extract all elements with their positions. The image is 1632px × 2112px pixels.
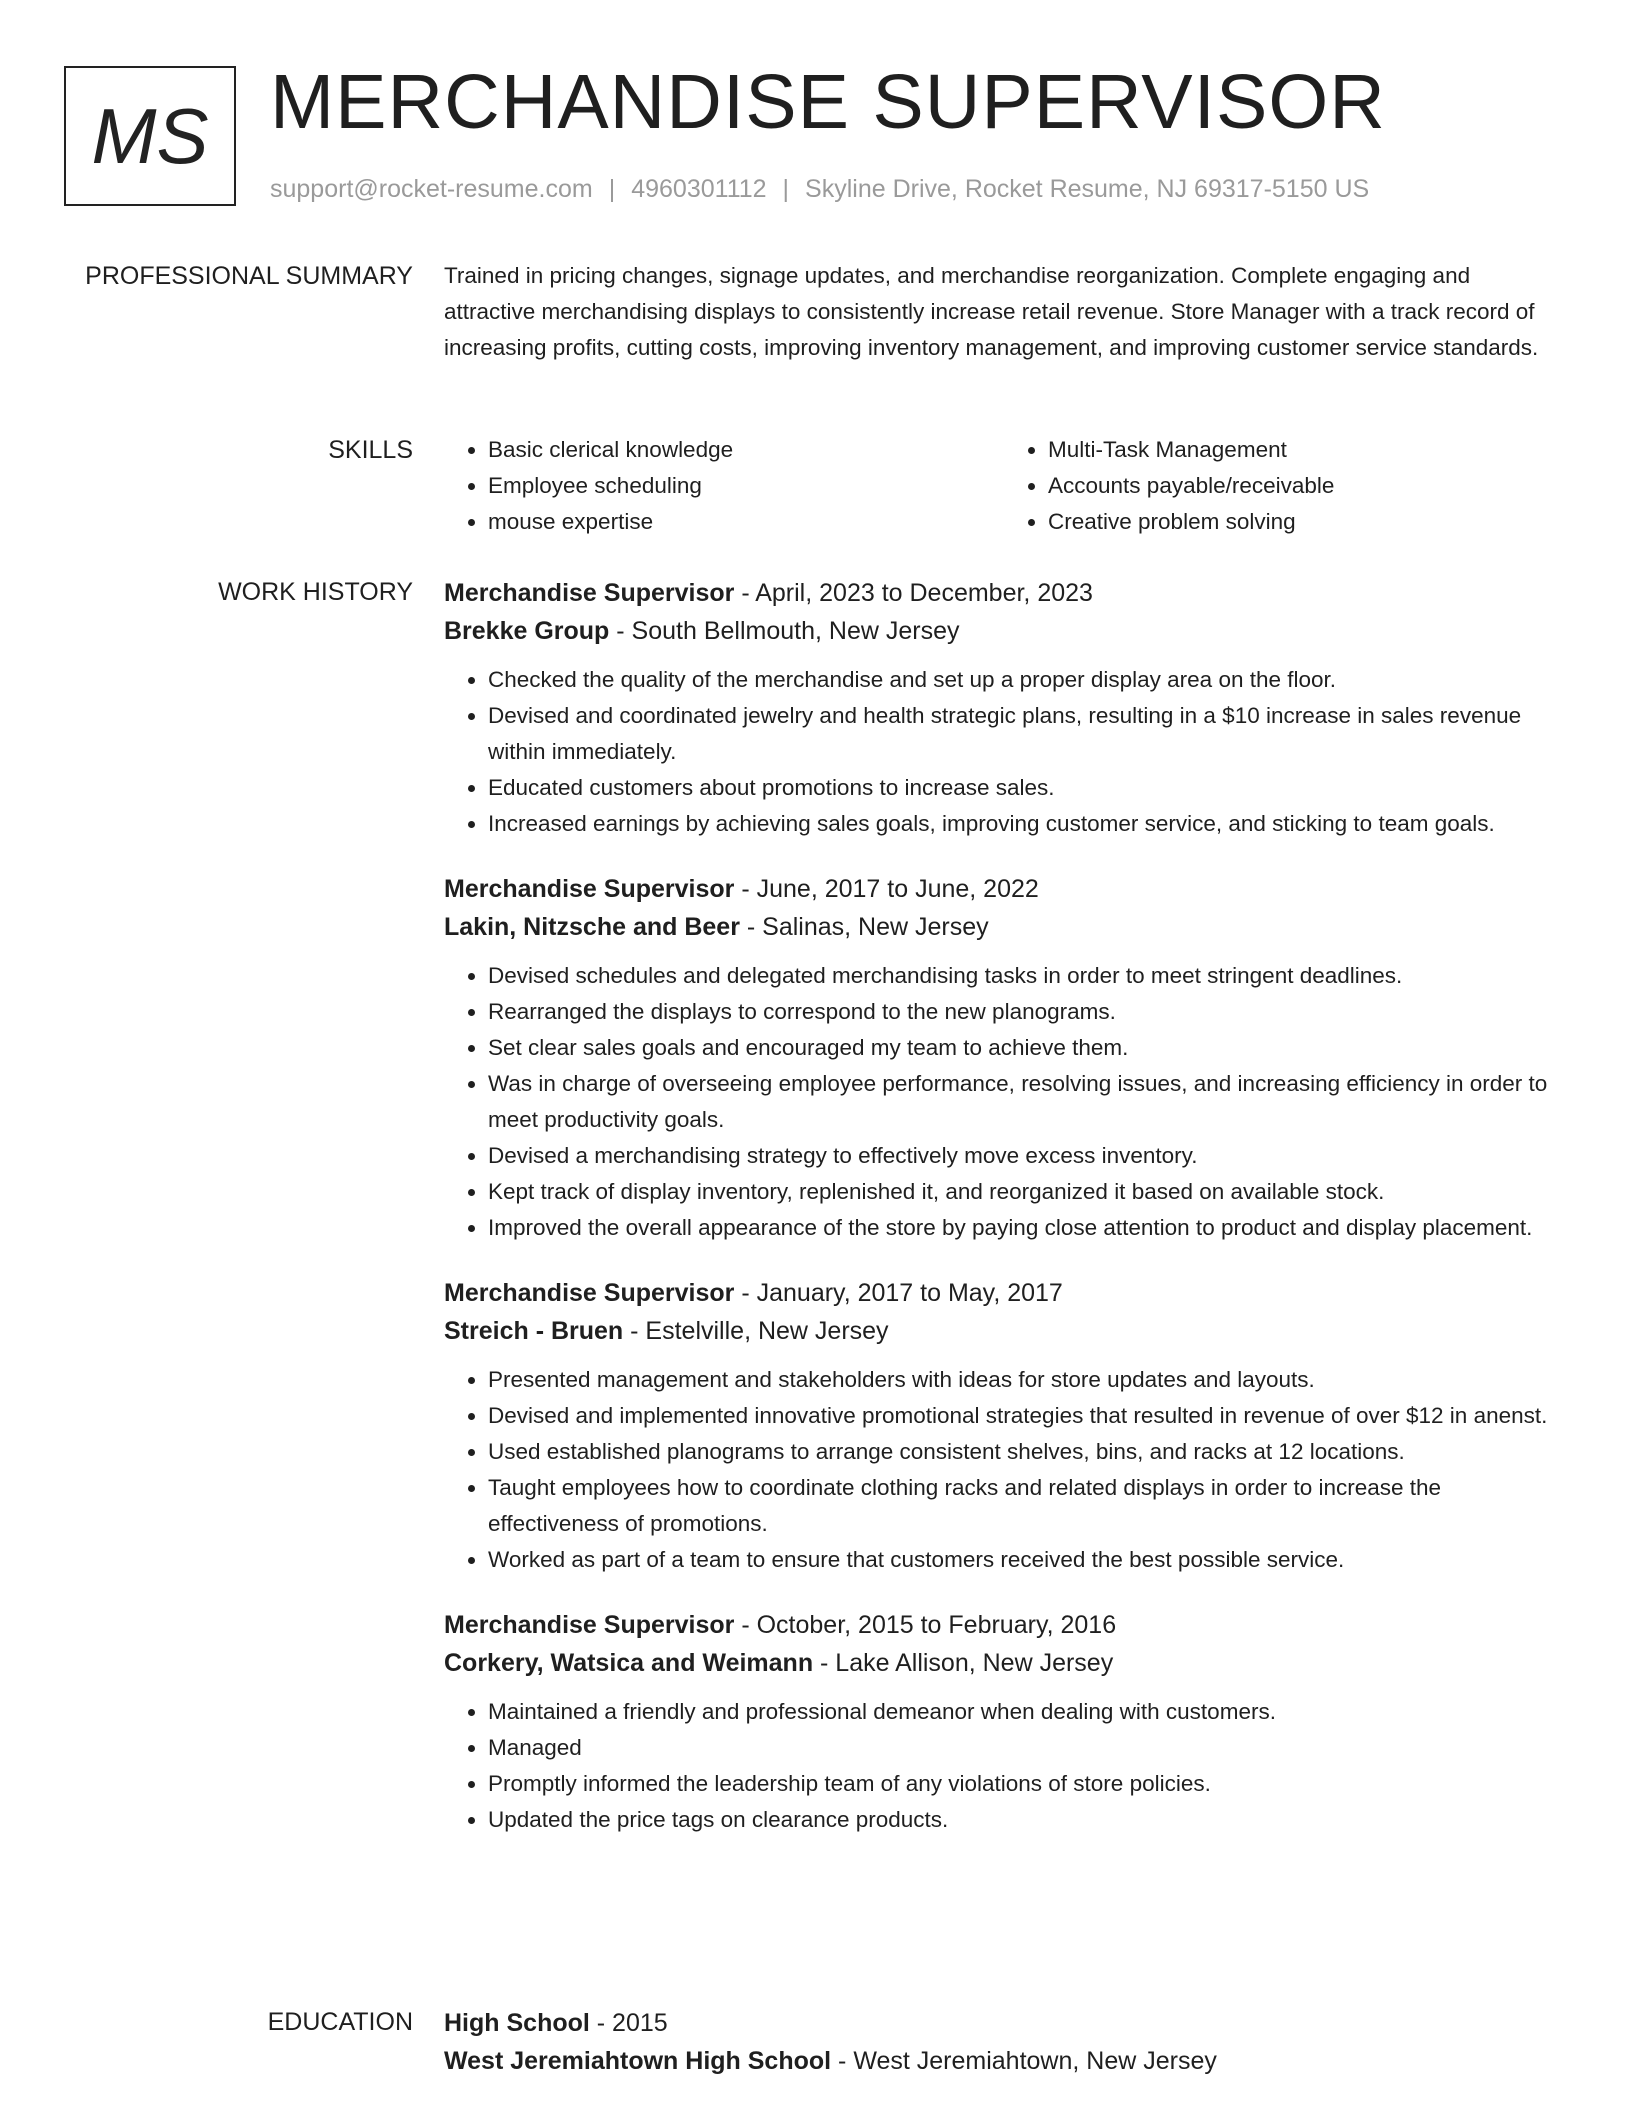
skill-item: • Basic clerical knowledge <box>488 432 1004 468</box>
skills-column-2 <box>1004 432 1564 540</box>
job-bullet: • Set clear sales goals and encouraged my team to achieve them. <box>488 1030 1564 1066</box>
job-dates: - October, 2015 to February, 2016 <box>734 1611 1117 1639</box>
job-dates: - January, 2017 to May, 2017 <box>734 1279 1063 1307</box>
job-heading <box>444 1606 1564 1644</box>
education-heading <box>444 2004 1564 2042</box>
job-bullet: • Maintained a friendly and professional demeanor when dealing with customers. <box>488 1694 1564 1730</box>
skill-item: • mouse expertise <box>488 504 1004 540</box>
education-school-line <box>444 2042 1564 2080</box>
job-company: Brekke Group <box>444 617 610 645</box>
job-entry <box>444 870 1564 1246</box>
job-bullet: • Devised a merchandising strategy to effectively move excess inventory. <box>488 1138 1564 1174</box>
job-employer <box>444 1644 1564 1682</box>
job-location: - Estelville, New Jersey <box>623 1317 889 1345</box>
summary-content <box>444 258 1564 366</box>
job-bullet: • Updated the price tags on clearance products. <box>488 1802 1564 1838</box>
resume-title: MERCHANDISE SUPERVISOR <box>270 59 1386 145</box>
job-entry <box>444 574 1564 842</box>
job-bullet: • Taught employees how to coordinate clothing racks and related displays in order to increase the effectiveness of promotions. <box>488 1470 1564 1542</box>
job-location: - Salinas, New Jersey <box>739 913 989 941</box>
job-bullet: • Used established planograms to arrange consistent shelves, bins, and racks at 12 locations. <box>488 1434 1564 1470</box>
skill-item: • Multi-Task Management <box>1048 432 1564 468</box>
job-bullet: • Improved the overall appearance of the store by paying close attention to product and display placement. <box>488 1210 1564 1246</box>
summary-label: PROFESSIONAL SUMMARY <box>85 262 413 290</box>
job-title: Merchandise Supervisor <box>444 1611 735 1639</box>
job-bullet: • Checked the quality of the merchandise and set up a proper display area on the floor. <box>488 662 1564 698</box>
job-bullets <box>444 958 1564 1246</box>
contact-email[interactable]: support@rocket-resume.com <box>270 175 593 203</box>
job-bullet: • Educated customers about promotions to increase sales. <box>488 770 1564 806</box>
job-bullet: • Devised and coordinated jewelry and health strategic plans, resulting in a $10 increase in sales revenue within immediately. <box>488 698 1564 770</box>
contact-phone[interactable]: 4960301112 <box>631 175 767 203</box>
job-heading <box>444 574 1564 612</box>
skill-item: • Accounts payable/receivable <box>1048 468 1564 504</box>
job-bullet: • Was in charge of overseeing employee performance, resolving issues, and increasing efficiency in order to meet productivity goals. <box>488 1066 1564 1138</box>
job-bullet: • Managed <box>488 1730 1564 1766</box>
skills-label: SKILLS <box>328 436 413 464</box>
job-bullets <box>444 662 1564 842</box>
contact-separator: | <box>608 175 616 203</box>
job-bullet: • Increased earnings by achieving sales goals, improving customer service, and sticking to team goals. <box>488 806 1564 842</box>
job-title: Merchandise Supervisor <box>444 1279 735 1307</box>
job-bullet: • Devised schedules and delegated merchandising tasks in order to meet stringent deadlines. <box>488 958 1564 994</box>
job-bullet: • Promptly informed the leadership team of any violations of store policies. <box>488 1766 1564 1802</box>
education-content <box>444 2004 1564 2092</box>
job-bullet: • Devised and implemented innovative promotional strategies that resulted in revenue of over $12 in anenst. <box>488 1398 1564 1434</box>
job-employer <box>444 908 1564 946</box>
work-content <box>444 574 1564 1866</box>
job-bullet: • Kept track of display inventory, replenished it, and reorganized it based on available stock. <box>488 1174 1564 1210</box>
contact-line <box>270 172 1369 206</box>
job-bullet: • Presented management and stakeholders with ideas for store updates and layouts. <box>488 1362 1564 1398</box>
job-company: Streich - Bruen <box>444 1317 624 1345</box>
job-title: Merchandise Supervisor <box>444 875 735 903</box>
job-entry <box>444 1606 1564 1838</box>
job-bullets <box>444 1694 1564 1838</box>
job-entry <box>444 1274 1564 1578</box>
job-bullets <box>444 1362 1564 1578</box>
education-year: - 2015 <box>589 2009 668 2037</box>
job-heading <box>444 1274 1564 1312</box>
job-employer <box>444 1312 1564 1350</box>
job-company: Corkery, Watsica and Weimann <box>444 1649 814 1677</box>
skills-content <box>444 432 1564 540</box>
job-bullet: • Worked as part of a team to ensure that customers received the best possible service. <box>488 1542 1564 1578</box>
education-label: EDUCATION <box>267 2008 413 2036</box>
work-label: WORK HISTORY <box>218 578 413 606</box>
job-employer <box>444 612 1564 650</box>
skills-column-1 <box>444 432 1004 540</box>
job-heading <box>444 870 1564 908</box>
skill-item: • Creative problem solving <box>1048 504 1564 540</box>
summary-text: Trained in pricing changes, signage updates, and merchandise reorganization. Complete engaging and attractive merchandising displays to consistently increase retail revenue. Store Manager with a track record of increasing profits, cutting costs, improving inventory management, and improving customer service standards. <box>444 263 1539 360</box>
monogram-initials: MS <box>91 91 209 180</box>
job-location: - Lake Allison, New Jersey <box>813 1649 1114 1677</box>
education-location: - West Jeremiahtown, New Jersey <box>831 2047 1217 2075</box>
job-dates: - April, 2023 to December, 2023 <box>734 579 1093 607</box>
job-dates: - June, 2017 to June, 2022 <box>734 875 1039 903</box>
contact-address: Skyline Drive, Rocket Resume, NJ 69317-5150 US <box>805 175 1370 203</box>
education-degree: High School <box>444 2009 590 2037</box>
job-company: Lakin, Nitzsche and Beer <box>444 913 740 941</box>
job-bullet: • Rearranged the displays to correspond to the new planograms. <box>488 994 1564 1030</box>
monogram-box <box>64 66 236 206</box>
skill-item: • Employee scheduling <box>488 468 1004 504</box>
contact-separator: | <box>782 175 790 203</box>
job-location: - South Bellmouth, New Jersey <box>609 617 960 645</box>
education-school: West Jeremiahtown High School <box>444 2047 832 2075</box>
job-title: Merchandise Supervisor <box>444 579 735 607</box>
